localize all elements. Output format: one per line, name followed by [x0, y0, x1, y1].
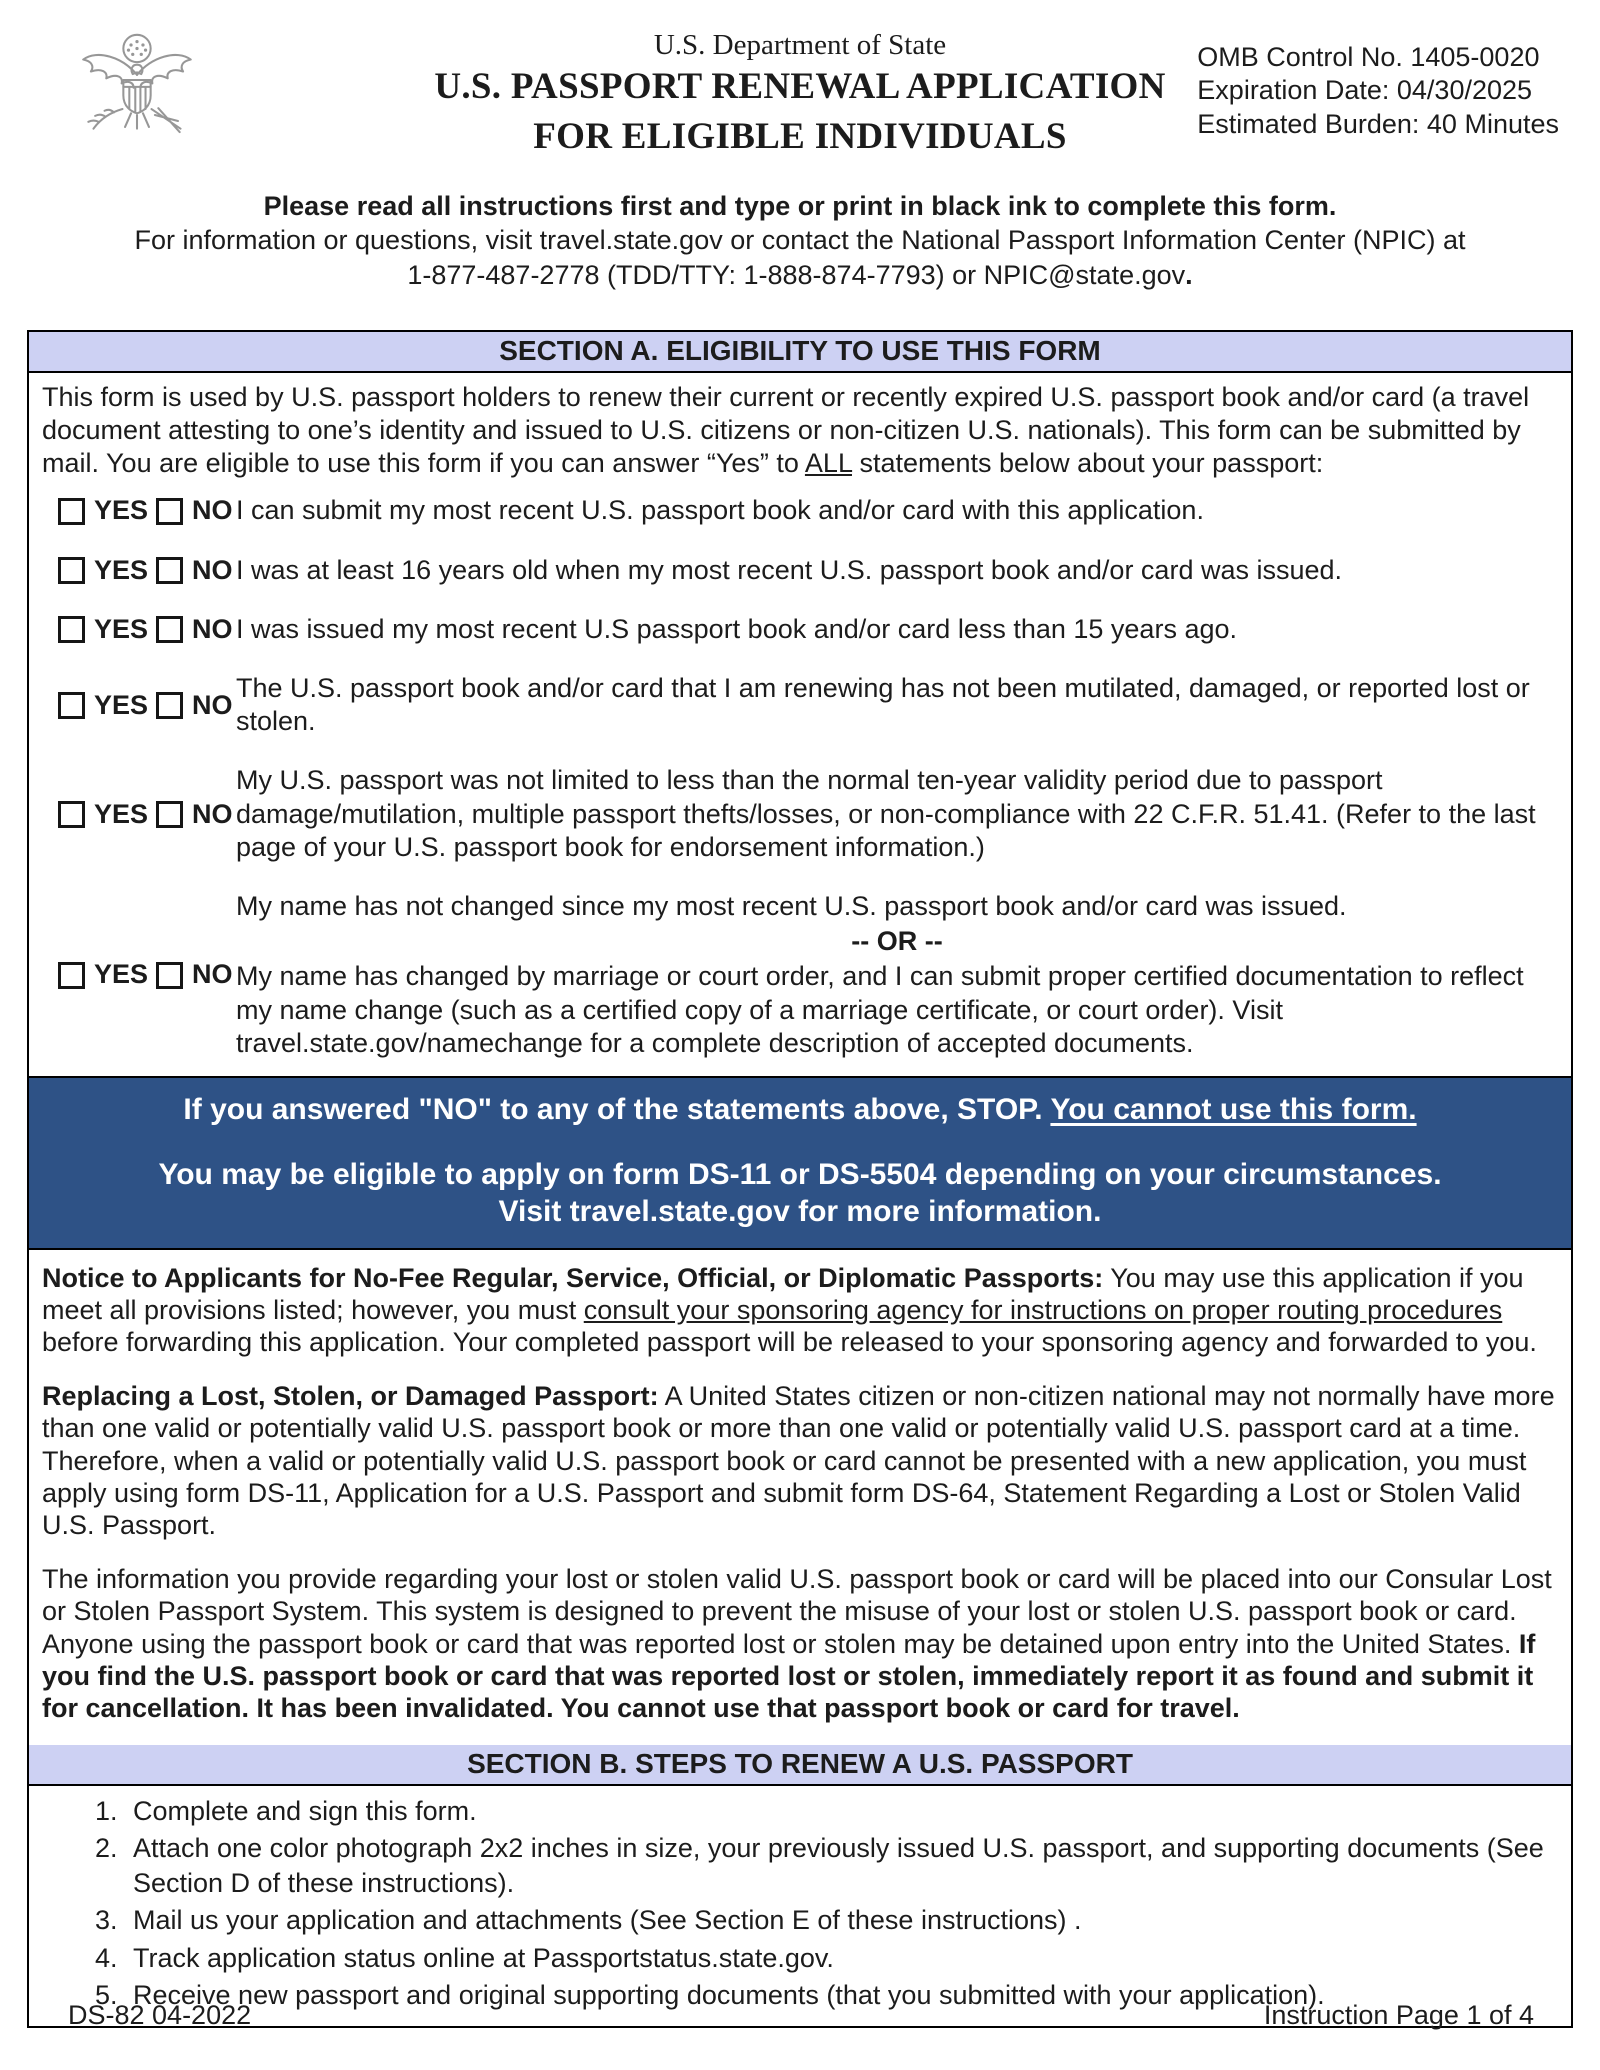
- yes-checkbox[interactable]: [58, 616, 85, 643]
- renewal-step-1: 1. Complete and sign this form.: [125, 1794, 1561, 1829]
- no-checkbox[interactable]: [156, 692, 183, 719]
- omb-block: [1197, 41, 1559, 141]
- section-a-body: [29, 373, 1571, 1076]
- stop-banner-line3: Visit travel.state.gov for more information.: [498, 1195, 1102, 1229]
- stop-banner-line1-text: If you answered "NO" to any of the statements above, STOP.: [183, 1093, 1051, 1127]
- stop-banner: [29, 1076, 1571, 1250]
- statement-compound: [236, 890, 1558, 1060]
- no-checkbox[interactable]: [156, 801, 183, 828]
- yes-label: YES: [94, 959, 149, 990]
- form-header: [27, 25, 1573, 165]
- notice-no-fee-text1: You may use this application if you meet all provisions listed; however, you must: [42, 1262, 1524, 1325]
- notices-section: [29, 1250, 1571, 1745]
- notice-lost-stolen-text: The information you provide regarding your lost or stolen valid U.S. passport book or card will be placed into our Consular Lost or Stolen Passport System. This system is designed to prevent the misuse of your lost or stolen U.S. passport book or card. Anyone using the passport book or card that was reported lost or stolen may be detained upon entry into the United States.: [42, 1563, 1552, 1659]
- no-label: NO: [192, 959, 233, 990]
- renewal-step-2: 2. Attach one color photograph 2x2 inches in size, your previously issued U.S. passport, and supporting documents (See Section D of these instructions).: [125, 1831, 1561, 1900]
- renewal-steps-list: [29, 1786, 1571, 2026]
- renewal-step-4: 4. Track application status online at Passportstatus.state.gov.: [125, 1941, 1561, 1976]
- intro-bold-line: Please read all instructions first and type or print in black ink to complete this form.: [263, 191, 1337, 221]
- form-title-line2: FOR ELIGIBLE INDIVIDUALS: [533, 115, 1067, 157]
- no-checkbox[interactable]: [156, 962, 183, 989]
- notice-lost-stolen-bold: If you find the U.S. passport book or card that was reported lost or stolen, immediately report it as found and submit it for cancellation. It has been invalidated. You cannot use that passport book or card for travel.: [42, 1628, 1536, 1724]
- renewal-step-5: 5. Receive new passport and original supporting documents (that you submitted with your application).: [125, 1978, 1561, 2013]
- notice-replacing-passport: [42, 1380, 1558, 1542]
- yes-checkbox[interactable]: [58, 692, 85, 719]
- section-a-intro-tail: statements below about your passport:: [851, 448, 1324, 479]
- form-number: DS-82 04-2022: [68, 2000, 252, 2030]
- stop-banner-line1: [49, 1091, 1551, 1129]
- yes-checkbox[interactable]: [58, 801, 85, 828]
- yes-label: YES: [94, 613, 149, 644]
- intro-instructions: [27, 189, 1573, 292]
- section-a-header: SECTION A. ELIGIBILITY TO USE THIS FORM: [29, 332, 1571, 373]
- intro-line3: [27, 258, 1573, 292]
- statement-name-unchanged: My name has not changed since my most recent U.S. passport book and/or card was issued.: [236, 891, 1347, 922]
- notice-no-fee-underlined: consult your sponsoring agency for instructions on proper routing procedures: [583, 1294, 1503, 1325]
- page-number: Instruction Page 1 of 4: [1263, 2000, 1534, 2030]
- yes-checkbox[interactable]: [58, 557, 85, 584]
- eligibility-row-1: [42, 494, 1558, 527]
- omb-estimated-burden: Estimated Burden: 40 Minutes: [1197, 108, 1559, 139]
- notice-no-fee-text2: before forwarding this application. Your completed passport will be released to your sponsoring agency and forwarded to you.: [42, 1327, 1537, 1358]
- statement-text: I can submit my most recent U.S. passport book and/or card with this application.: [236, 495, 1204, 526]
- statement-text: I was at least 16 years old when my most recent U.S. passport book and/or card was issued.: [236, 554, 1343, 585]
- no-label: NO: [192, 554, 233, 585]
- intro-line2: For information or questions, visit travel.state.gov or contact the National Passport Information Center (NPIC) at: [134, 225, 1466, 256]
- form-title-line1: U.S. PASSPORT RENEWAL APPLICATION: [434, 66, 1166, 107]
- no-label: NO: [192, 798, 233, 829]
- eligibility-row-3: [42, 613, 1558, 646]
- eligibility-row-2: [42, 554, 1558, 587]
- statement-text: My U.S. passport was not limited to less than the normal ten-year validity period due to passport damage/mutilation, multiple passport thefts/losses, or non-compliance with 22 C.F.R. 51.41. (Refer to the last page of your U.S. passport book for endorsement information.): [236, 765, 1536, 862]
- eligibility-row-4: [42, 672, 1558, 738]
- yes-label: YES: [94, 495, 149, 526]
- stop-banner-line2: You may be eligible to apply on form DS-11 or DS-5504 depending on your circumstances.: [158, 1157, 1442, 1191]
- eligibility-row-6: [42, 890, 1558, 1060]
- stop-banner-line1-underlined: You cannot use this form.: [1050, 1093, 1417, 1127]
- section-a-intro-all: ALL: [804, 448, 852, 479]
- yes-checkbox[interactable]: [58, 962, 85, 989]
- notice-lost-stolen-system: [42, 1563, 1558, 1725]
- great-seal-eagle-icon: [73, 27, 201, 145]
- statement-name-changed: My name has changed by marriage or court order, and I can submit proper certified documentation to reflect my name change (such as a certified copy of a marriage certificate, or court order). Visit travel.state.gov/namechange for a complete description of accepted documents.: [236, 961, 1524, 1058]
- notice-no-fee-lead: Notice to Applicants for No-Fee Regular, Service, Official, or Diplomatic Passports:: [42, 1262, 1104, 1293]
- notice-replacing-lead: Replacing a Lost, Stolen, or Damaged Passport:: [42, 1380, 659, 1411]
- statement-text: I was issued my most recent U.S passport book and/or card less than 15 years ago.: [236, 613, 1237, 644]
- no-label: NO: [192, 689, 233, 720]
- notice-replacing-text: A United States citizen or non-citizen national may not normally have more than one valid or potentially valid U.S. passport book or more than one valid or potentially valid U.S. passport card at a time. Therefore, when a valid or potentially valid U.S. passport book or card cannot be presented with a new application, you must apply using form DS-11, Application for a U.S. Passport and submit form DS-64, Statement Regarding a Lost or Stolen Valid U.S. Passport.: [42, 1380, 1555, 1541]
- no-label: NO: [192, 613, 233, 644]
- intro-contact-info: 1-877-487-2778 (TDD/TTY: 1-888-874-7793) or NPIC@state.gov: [407, 259, 1186, 290]
- yes-label: YES: [94, 798, 149, 829]
- no-label: NO: [192, 495, 233, 526]
- yes-label: YES: [94, 554, 149, 585]
- statement-text: The U.S. passport book and/or card that I am renewing has not been mutilated, damaged, or reported lost or stolen.: [236, 673, 1530, 737]
- omb-control-number: OMB Control No. 1405-0020: [1197, 42, 1540, 72]
- no-checkbox[interactable]: [156, 557, 183, 584]
- section-b-header: SECTION B. STEPS TO RENEW A U.S. PASSPORT: [29, 1745, 1571, 1786]
- omb-expiration-date: Expiration Date: 04/30/2025: [1197, 75, 1533, 106]
- page-footer: [0, 2000, 1600, 2031]
- eligibility-row-5: [42, 764, 1558, 864]
- no-checkbox[interactable]: [156, 616, 183, 643]
- renewal-step-3: 3. Mail us your application and attachments (See Section E of these instructions) .: [125, 1903, 1561, 1938]
- yes-checkbox[interactable]: [58, 498, 85, 525]
- or-separator: -- OR --: [851, 926, 943, 957]
- section-a-intro: [42, 381, 1558, 481]
- yes-label: YES: [94, 689, 149, 720]
- form-main-box: [27, 330, 1573, 2028]
- section-a-intro-text: This form is used by U.S. passport holders to renew their current or recently expired U.S. passport book and/or card (a travel document attesting to one’s identity and issued to U.S. citizens or non-citizen U.S. nationals). This form can be submitted by mail. You are eligible to use this form if you can answer “Yes” to: [42, 381, 1530, 479]
- no-checkbox[interactable]: [156, 498, 183, 525]
- department-name: U.S. Department of State: [653, 29, 947, 61]
- intro-line3-period: .: [1185, 259, 1193, 290]
- notice-no-fee-passports: [42, 1262, 1558, 1359]
